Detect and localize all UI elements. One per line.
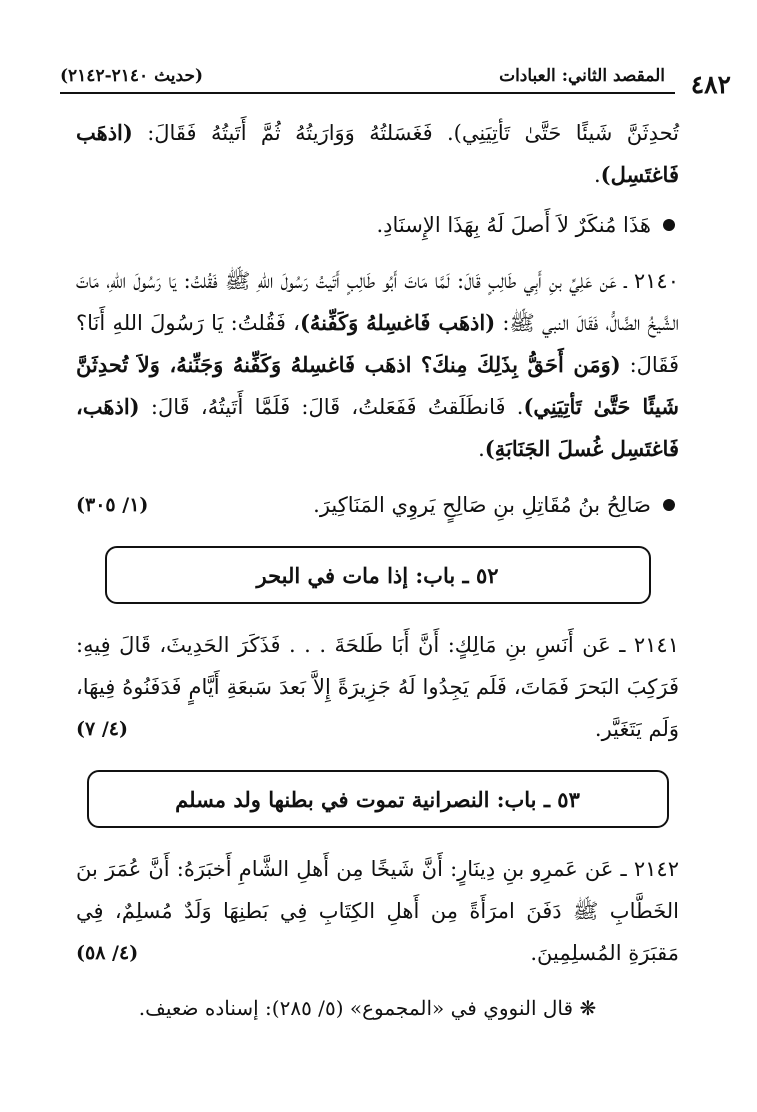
hadith-range: (حديث ٢١٤٠-٢١٤٢) bbox=[60, 66, 203, 86]
prophet-quote: (اذهَب فَاغتَسِل) bbox=[76, 120, 679, 187]
note-text: هَذَا مُنكَرٌ لاَ أَصلَ لَهُ بِهَذَا الإِسنَادِ. bbox=[376, 213, 651, 237]
volume-page-ref: (١/ ٣٠٥) bbox=[76, 494, 149, 516]
hadith-text: ٢١٤٢ ـ عَن عَمرِو بنِ دِينَارٍ: أَنَّ شَيخًا مِن أَهلِ الشَّامِ أَخبَرَهُ: أَنَّ عُمَرَ بنَ الخَطَّابِ ﷺ دَفَنَ امرَأَةً مِن أَهلِ الكِتَابِ فِي بَطنِهَا وَلَدٌ مُسلِمٌ، فِي مَقبَرَةِ المُسلِمِينَ. bbox=[76, 857, 679, 965]
text-run: تُحدِثَنَّ شَيئًا حَتَّىٰ تَأتِيَنِي). فَغَسَلتُهُ وَوَارَيتُهُ ثُمَّ أَتَيتُهُ فَقَالَ: bbox=[132, 121, 679, 145]
prophet-quote: (وَمَن أَحَقُّ بِذَلِكَ مِنكَ؟ اذهَب فَاغسِلهُ وَكَفِّنهُ وَجَنِّنهُ، وَلاَ تُحدِثَنَّ شَيئًا حَتَّىٰ تَأتِيَنِي) bbox=[76, 352, 679, 419]
hadith-2141 bbox=[76, 624, 679, 750]
page-body bbox=[76, 112, 679, 1028]
chapter-heading-53: ٥٣ ـ باب: النصرانية تموت في بطنها ولد مسلم bbox=[87, 770, 669, 828]
text-run: . bbox=[593, 163, 601, 187]
continued-hadith bbox=[76, 112, 679, 196]
text-run: . فَانطَلَقتُ فَفَعَلتُ، قَالَ: فَلَمَّا أَتَيتُهُ، قَالَ: bbox=[139, 395, 524, 419]
hadith-2140 bbox=[76, 260, 679, 470]
prophet-quote: (اذهَب فَاغسِلهُ وَكَفِّنهُ) bbox=[299, 310, 496, 335]
commentary-note bbox=[76, 204, 679, 246]
hadith-2142 bbox=[76, 848, 679, 974]
prophet-quote: (اذهَب، فَاغتَسِل غُسلَ الجَنَابَةِ) bbox=[76, 394, 679, 461]
volume-page-ref: (٤/ ٧) bbox=[76, 718, 128, 740]
note-text: صَالِحُ بنُ مُقَاتِلِ بنِ صَالِحٍ يَروِي المَنَاكِيرَ. bbox=[313, 493, 651, 517]
hadith-text: ٢١٤١ ـ عَن أَنَسِ بنِ مَالِكٍ: أَنَّ أَبَا طَلحَةَ . . . فَذَكَرَ الحَدِيثَ، قَالَ فِيهِ: فَرَكِبَ البَحرَ فَمَاتَ، فَلَم يَجِدُوا لَهُ جَزِيرَةً إِلاَّ بَعدَ سَبعَةِ أَيَّامٍ فَدَفَنُوهُ فِيهَا، وَلَم يَتَغَيَّر. bbox=[76, 633, 679, 741]
chapter-heading-52: ٥٢ ـ باب: إذا مات في البحر bbox=[105, 546, 651, 604]
volume-page-ref: (٤/ ٥٨) bbox=[76, 942, 139, 964]
header-divider bbox=[60, 92, 675, 94]
text-run: . bbox=[478, 437, 485, 461]
running-section-title: المقصد الثاني: العبادات bbox=[499, 66, 665, 86]
commentary-note bbox=[76, 484, 679, 526]
text-run: ٢١٤٠ ـ عَن عَلِيِّ بنِ أَبِي طَالِبٍ قَالَ: لَمَّا مَاتَ أَبُو طَالِبٍ أَتَيتُ رَسُولَ اللهِ ﷺ فَقُلتُ: يَا رَسُولَ اللهِ، مَاتَ الشَّيخُ الضَّالُّ، فَقَالَ النبي ﷺ: bbox=[76, 269, 679, 335]
footnote: ❋ قال النووي في «المجموع» (٥/ ٢٨٥): إسناده ضعيف. bbox=[138, 996, 597, 1020]
text-run: ، فَقُلتُ: يَا رَسُولَ اللهِ أَنَا؟ فَقَالَ: bbox=[76, 311, 679, 377]
page-number: ٤٨٢ bbox=[690, 70, 731, 99]
